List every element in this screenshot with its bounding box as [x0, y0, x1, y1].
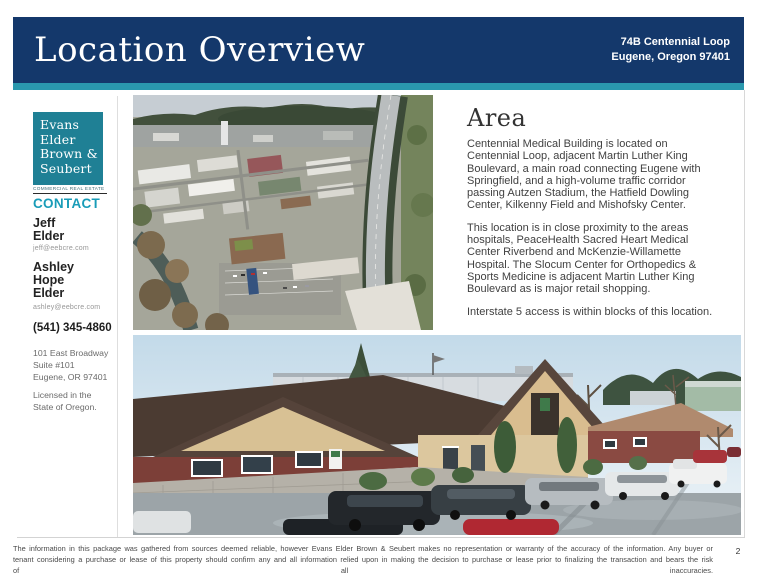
license-note: [33, 389, 97, 413]
area-paragraph: Centennial Medical Building is located on Centennial Loop, adjacent Martin Luther King Boulevard, a main road connecting Eugene with Springfield, and a high-volume traffic corridor passing Autzen Stadium, the Hatfield Dowling Center, Kilkenny Field and Mishofsky Center.: [467, 138, 701, 212]
logo-line: Elder: [40, 131, 76, 147]
contact-name-jeff-elder: [33, 217, 64, 243]
content-bottom-border: [17, 537, 745, 538]
company-logo: [33, 112, 103, 185]
contact-email-jeff: jeff@eebcre.com: [33, 245, 89, 252]
building-photo: [133, 335, 741, 535]
company-tagline: COMMERCIAL REAL ESTATE: [33, 186, 107, 194]
license-note-line: Licensed in the: [33, 390, 92, 400]
contact-phone: (541) 345-4860: [33, 322, 112, 334]
contact-name-line: Elder: [33, 286, 65, 300]
page-title: Location Overview: [34, 30, 366, 70]
contact-name-line: Elder: [33, 229, 65, 243]
office-address-line: Suite #101: [33, 360, 75, 370]
header-accent-strip: [13, 83, 744, 90]
area-paragraph: Interstate 5 access is within blocks of this location.: [467, 305, 713, 318]
area-description: [467, 138, 721, 328]
aerial-photo: [133, 95, 433, 330]
contact-name-line: Jeff: [33, 216, 56, 230]
page-number: 2: [735, 546, 741, 556]
footer-disclaimer: The information in this package was gathered from sources deemed reliable, however Evans Elder Brown & Seubert makes no representation or warranty of the accuracy of the information. Any buyer or tenant considering a purchase or lease of this property should confirm any and all information relied upon in making the decision to purchase or lease prior to finalizing the transaction and bears the risk of all inaccuracies.: [13, 544, 713, 575]
property-address-line2: Eugene, Oregon 97401: [611, 51, 730, 63]
contact-name-ashley-hope-elder: [33, 261, 74, 300]
office-address: [33, 347, 108, 383]
page-header: [13, 17, 744, 83]
logo-line: Seubert: [40, 160, 92, 176]
property-address: [611, 35, 744, 65]
office-address-line: Eugene, OR 97401: [33, 372, 108, 382]
logo-line: Evans: [40, 117, 80, 132]
contact-name-line: Hope: [33, 273, 65, 287]
contact-email-ashley: ashley@eebcre.com: [33, 304, 101, 311]
content-right-border: [744, 90, 745, 538]
license-note-line: State of Oregon.: [33, 402, 97, 412]
contact-heading: CONTACT: [33, 196, 101, 211]
building-photo-graphic: [133, 335, 741, 535]
property-address-line1: 74B Centennial Loop: [620, 36, 730, 48]
section-heading-area: Area: [467, 104, 527, 132]
contact-name-line: Ashley: [33, 260, 74, 274]
office-address-line: 101 East Broadway: [33, 348, 109, 358]
logo-line: Brown &: [40, 146, 98, 161]
sidebar-divider: [117, 96, 118, 537]
area-paragraph: This location is in close proximity to the areas hospitals, PeaceHealth Sacred Heart Medical Center Riverbend and McKenzie-Willamette Hospital. The Slocum Center for Orthopedics & Sports Medicine is adjacent Martin Luther King Boulevard as is major retail shopping.: [467, 221, 697, 296]
aerial-photo-graphic: [133, 95, 433, 330]
